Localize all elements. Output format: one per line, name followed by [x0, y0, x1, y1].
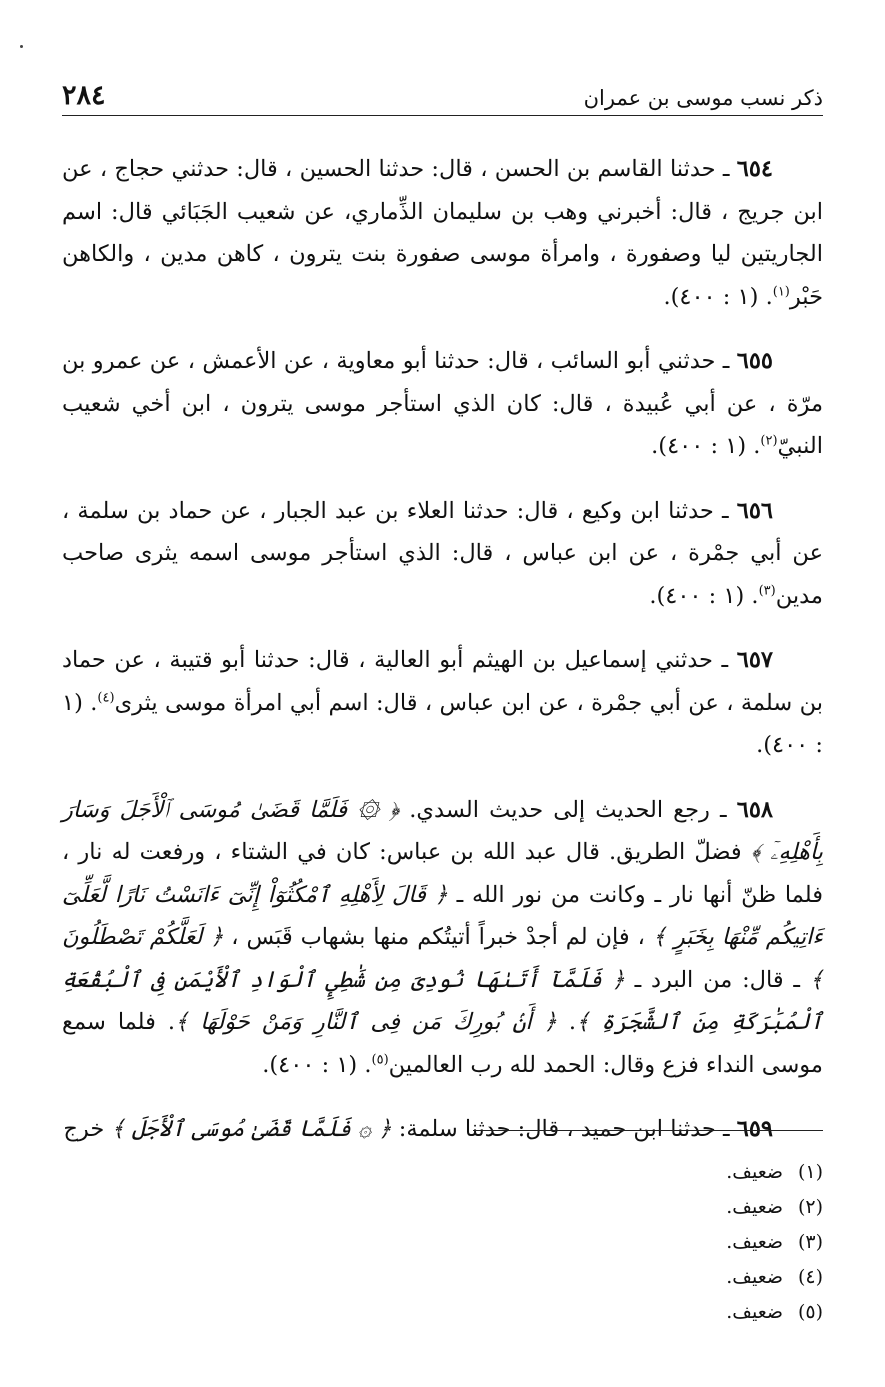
footnote-number: (١) [797, 1161, 823, 1183]
footnote-ref: (٣) [758, 583, 776, 598]
hadith-number: ٦٥٤ [736, 156, 773, 182]
hadith-number: ٦٥٥ [736, 348, 773, 374]
quran-verse: ﴿ ۞ فَلَمَّا قَضَىٰ مُوسَى ٱلْأَجَلَ وَسَارَ بِأَهْلِهِۦٓ ﴾ [62, 796, 823, 865]
footnote-text: ضعيف. [726, 1301, 783, 1323]
hadith-number: ٦٥٩ [736, 1116, 773, 1142]
hadith-text: فضلّ الطريق. قال عبد الله بن عباس: كان في الشتاء ، ورفعت له نار ، فلما ظنّ أنها نار ـ وكانت من نور الله ـ [62, 839, 823, 908]
running-title: ذكر نسب موسى بن عمران [583, 86, 823, 110]
footnote-text: ضعيف. [726, 1196, 783, 1218]
quran-verse: ﴿ أَنۢ بُورِكَ مَن فِى ٱلنَّارِ وَمَنْ حَوْلَهَا ﴾ [175, 1009, 557, 1035]
footnote-text: ضعيف. [726, 1231, 783, 1253]
hadith-text: ـ قال: من البرد ـ [624, 966, 810, 993]
page-number: ٢٨٤ [62, 80, 106, 111]
hadith-text: . [556, 1009, 577, 1035]
quran-verse: ﴿ ۞ فَلَمَّا قَضَىٰ مُوسَى ٱلْأَجَلَ ﴾ [111, 1116, 392, 1142]
hadith-paragraph [62, 148, 823, 318]
hadith-citation: . (١ : ٤٠٠). [262, 1051, 372, 1078]
hadith-text: ـ حدثني إسماعيل بن الهيثم أبو العالية ، قال: حدثنا أبو قتيبة ، عن حماد بن سلمة ، عن أبي جمْرة ، عن ابن عباس ، قال: اسم أبي امرأة موسى يثرى [62, 647, 823, 716]
hadith-paragraph [62, 490, 823, 618]
hadith-text: ـ رجع الحديث إلى حديث السدي. [399, 796, 727, 823]
page-header [62, 78, 823, 116]
quran-verse: ﴿ لَعَلَّكُمْ تَصْطَلُونَ ﴾ [62, 924, 823, 993]
page-mark [20, 45, 23, 48]
hadith-citation: . (١ : ٤٠٠). [663, 283, 773, 310]
footnote [423, 1260, 823, 1295]
main-text [62, 148, 823, 1173]
footnote-ref: (٢) [760, 433, 778, 449]
hadith-text: خرج [63, 1116, 112, 1142]
quran-verse: ﴿ فَلَمَّآ أَتَىٰهَا نُودِىَ مِن شَٰطِىِٕ ٱلْوَادِ ٱلْأَيْمَنِ فِى ٱلْبُقْعَةِ ٱلْمُبَٰرَكَةِ مِنَ ٱلشَّجَرَةِ ﴾ [62, 966, 823, 1035]
hadith-text: ، فإن لم أجدْ خبراً أتيتُكم منها بشهاب قَبَس ، [223, 924, 653, 950]
hadith-paragraph [62, 340, 823, 468]
footnote-text: ضعيف. [726, 1161, 783, 1183]
footnote-ref: (٥) [371, 1052, 389, 1067]
quran-verse: ﴿ قَالَ لِأَهْلِهِ ٱمْكُثُوٓاْ إِنِّىٓ ءَانَسْتُ نَارًا لَّعَلِّىٓ ءَاتِيكُم مِّنْهَا بِخَبَرٍ ﴾ [62, 881, 824, 950]
hadith-paragraph [62, 639, 823, 767]
footnote-number: (٥) [797, 1301, 823, 1323]
hadith-number: ٦٥٨ [736, 796, 773, 823]
footnote-text: ضعيف. [726, 1266, 783, 1288]
hadith-text: ـ حدثنا ابن وكيع ، قال: حدثنا العلاء بن عبد الجبار ، عن حماد بن سلمة ، عن أبي جمْرة ، عن ابن عباس ، قال: الذي استأجر موسى اسمه يثرى صاحب مدين [62, 497, 823, 609]
footnote [423, 1295, 823, 1330]
hadith-number: ٦٥٦ [736, 497, 774, 524]
footnote-number: (٢) [797, 1196, 823, 1218]
footnote-ref: (١) [772, 284, 790, 299]
hadith-text: ـ حدثنا القاسم بن الحسن ، قال: حدثنا الحسين ، قال: حدثني حجاج ، عن ابن جريج ، قال: أخبرني وهب بن سليمان الذِّماري، عن شعيب الجَبَائي قال: اسم الجاريتين ليا وصفورة ، وامرأة موسى صفورة بنت يترون ، كاهن مدين ، والكاهن حَبْر [62, 156, 823, 310]
hadith-number: ٦٥٧ [736, 647, 773, 673]
footnote-number: (٤) [797, 1266, 823, 1288]
footnote [423, 1190, 823, 1225]
footnote [423, 1155, 823, 1190]
footnote-divider [473, 1130, 823, 1131]
footnotes [423, 1155, 823, 1330]
hadith-paragraph [62, 789, 823, 1087]
footnote-number: (٣) [797, 1231, 823, 1253]
hadith-citation: . (١ : ٤٠٠). [649, 582, 759, 609]
hadith-citation: . (١ : ٤٠٠). [651, 433, 761, 459]
hadith-text: ـ حدثني أبو السائب ، قال: حدثنا أبو معاوية ، عن الأعمش ، عن عمرو بن مرّة ، عن أبي عُبيدة ، قال: كان الذي استأجر موسى يترون ، ابن أخي شعيب النبيّ [62, 348, 823, 459]
hadith-text: ـ حدثنا ابن حميد ، قال: حدثنا سلمة: [391, 1116, 730, 1142]
footnote [423, 1225, 823, 1260]
hadith-citation: . (١ : ٤٠٠). [62, 689, 823, 758]
hadith-text: . فلما سمع موسى النداء فزع وقال: الحمد لله رب العالمين [62, 1009, 823, 1078]
footnote-ref: (٤) [97, 690, 115, 705]
